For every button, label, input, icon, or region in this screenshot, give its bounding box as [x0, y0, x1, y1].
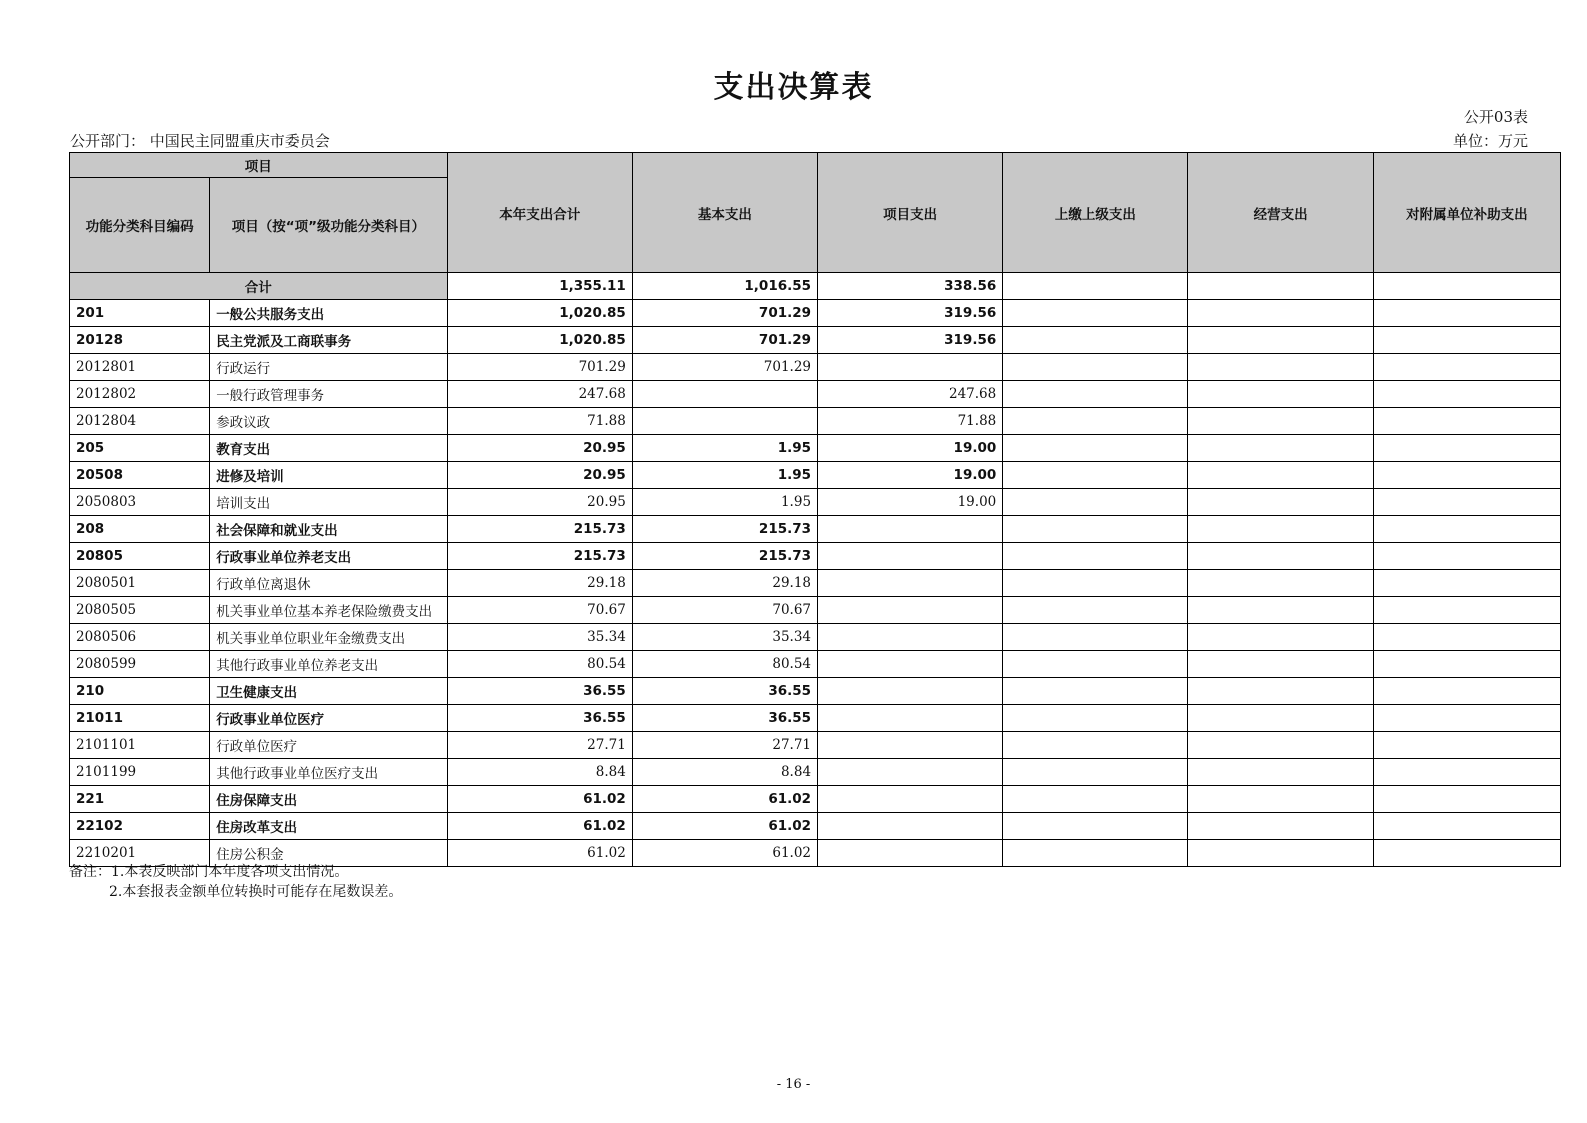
row-code: 201: [70, 300, 210, 327]
row-value: [1003, 597, 1188, 624]
row-value: [1003, 705, 1188, 732]
table-row: [70, 408, 1561, 435]
header-name: 项目（按“项”级功能分类科目）: [210, 178, 447, 273]
row-value: 20.95: [447, 489, 632, 516]
row-value: [1188, 327, 1373, 354]
row-value: [1373, 840, 1560, 867]
row-value: [1373, 354, 1560, 381]
row-value: [1003, 381, 1188, 408]
note-2: 2.本套报表金额单位转换时可能存在尾数误差。: [109, 884, 403, 900]
table-row: [70, 516, 1561, 543]
total-value: 1,016.55: [632, 273, 817, 300]
row-value: [1373, 786, 1560, 813]
row-code: 2101199: [70, 759, 210, 786]
row-value: [1188, 624, 1373, 651]
page-number: - 16 -: [776, 1077, 811, 1092]
total-row: [70, 273, 1561, 300]
row-code: 210: [70, 678, 210, 705]
row-value: [1373, 408, 1560, 435]
row-value: 70.67: [447, 597, 632, 624]
row-value: 701.29: [632, 354, 817, 381]
row-name: 行政事业单位养老支出: [210, 543, 447, 570]
row-value: [1188, 435, 1373, 462]
row-name: 其他行政事业单位养老支出: [210, 651, 447, 678]
row-value: [1373, 570, 1560, 597]
row-code: 221: [70, 786, 210, 813]
row-value: [818, 813, 1003, 840]
row-value: 70.67: [632, 597, 817, 624]
row-value: 35.34: [447, 624, 632, 651]
row-name: 住房保障支出: [210, 786, 447, 813]
row-code: 2012802: [70, 381, 210, 408]
note-1: 备注：1.本表反映部门本年度各项支出情况。: [69, 864, 349, 880]
row-value: [1003, 651, 1188, 678]
row-value: [1003, 786, 1188, 813]
row-name: 社会保障和就业支出: [210, 516, 447, 543]
row-value: 36.55: [632, 705, 817, 732]
row-value: 61.02: [632, 786, 817, 813]
table-row: [70, 678, 1561, 705]
header-col-total: 本年支出合计: [447, 153, 632, 273]
row-name: 参政议政: [210, 408, 447, 435]
row-code: 2080599: [70, 651, 210, 678]
row-value: 1.95: [632, 462, 817, 489]
row-value: [1188, 300, 1373, 327]
row-value: [1373, 489, 1560, 516]
row-value: [1003, 462, 1188, 489]
row-value: [1373, 705, 1560, 732]
table-row: [70, 597, 1561, 624]
row-value: 19.00: [818, 489, 1003, 516]
row-value: [1188, 543, 1373, 570]
row-value: [632, 408, 817, 435]
row-value: 61.02: [447, 840, 632, 867]
row-name: 机关事业单位基本养老保险缴费支出: [210, 597, 447, 624]
table-number: 公开03表: [1463, 108, 1528, 126]
table-row: [70, 651, 1561, 678]
row-value: [1003, 327, 1188, 354]
row-value: [1003, 840, 1188, 867]
row-value: [1188, 462, 1373, 489]
row-value: 1.95: [632, 435, 817, 462]
table-row: [70, 543, 1561, 570]
row-value: 701.29: [447, 354, 632, 381]
row-code: 2050803: [70, 489, 210, 516]
table-row: [70, 759, 1561, 786]
row-value: [1188, 705, 1373, 732]
row-value: [632, 381, 817, 408]
row-value: [1373, 732, 1560, 759]
header-code: 功能分类科目编码: [70, 178, 210, 273]
table-row: [70, 462, 1561, 489]
row-code: 20128: [70, 327, 210, 354]
row-value: [1373, 435, 1560, 462]
row-value: 247.68: [447, 381, 632, 408]
row-value: [1188, 516, 1373, 543]
row-value: [818, 543, 1003, 570]
table-row: [70, 327, 1561, 354]
row-value: 71.88: [818, 408, 1003, 435]
row-value: [1373, 624, 1560, 651]
row-value: [818, 705, 1003, 732]
row-value: [1373, 759, 1560, 786]
row-value: [1188, 813, 1373, 840]
total-value: [1373, 273, 1560, 300]
row-value: [1188, 840, 1373, 867]
row-value: [1373, 516, 1560, 543]
row-value: 701.29: [632, 327, 817, 354]
notes: [69, 862, 402, 902]
row-value: 215.73: [632, 543, 817, 570]
row-name: 卫生健康支出: [210, 678, 447, 705]
table-row: [70, 354, 1561, 381]
row-code: 2080501: [70, 570, 210, 597]
table-row: [70, 300, 1561, 327]
header-project: 项目: [70, 153, 448, 178]
row-name: 行政单位离退休: [210, 570, 447, 597]
table-row: [70, 381, 1561, 408]
table-row: [70, 813, 1561, 840]
row-value: [1373, 543, 1560, 570]
row-code: 2012804: [70, 408, 210, 435]
row-name: 行政事业单位医疗: [210, 705, 447, 732]
row-value: [1188, 570, 1373, 597]
row-value: 8.84: [447, 759, 632, 786]
row-value: 19.00: [818, 462, 1003, 489]
row-code: 205: [70, 435, 210, 462]
row-value: [818, 570, 1003, 597]
header-col-subsidy: 对附属单位补助支出: [1373, 153, 1560, 273]
row-value: 215.73: [447, 516, 632, 543]
unit-label: 单位：万元: [1452, 132, 1528, 150]
row-value: 27.71: [632, 732, 817, 759]
row-name: 行政运行: [210, 354, 447, 381]
row-value: 1,020.85: [447, 327, 632, 354]
row-value: [818, 597, 1003, 624]
header-col-project: 项目支出: [818, 153, 1003, 273]
row-value: 61.02: [632, 840, 817, 867]
row-value: [1003, 678, 1188, 705]
row-value: [818, 516, 1003, 543]
total-label: 合计: [70, 273, 448, 300]
row-value: [1188, 408, 1373, 435]
department-label: 公开部门：: [70, 132, 146, 150]
row-code: 2012801: [70, 354, 210, 381]
row-code: 2080505: [70, 597, 210, 624]
expenditure-table: [69, 152, 1561, 867]
row-value: 247.68: [818, 381, 1003, 408]
row-value: [1373, 462, 1560, 489]
department-name: 中国民主同盟重庆市委员会: [149, 132, 330, 150]
row-value: [1188, 354, 1373, 381]
row-value: [1373, 678, 1560, 705]
table-row: [70, 732, 1561, 759]
row-name: 机关事业单位职业年金缴费支出: [210, 624, 447, 651]
row-value: 36.55: [632, 678, 817, 705]
row-value: [818, 786, 1003, 813]
row-value: 19.00: [818, 435, 1003, 462]
row-code: 208: [70, 516, 210, 543]
row-value: [1003, 813, 1188, 840]
total-value: [1188, 273, 1373, 300]
row-value: [1373, 597, 1560, 624]
header-col-basic: 基本支出: [632, 153, 817, 273]
row-value: 319.56: [818, 327, 1003, 354]
row-name: 行政单位医疗: [210, 732, 447, 759]
row-code: 2210201: [70, 840, 210, 867]
table-row: [70, 489, 1561, 516]
row-value: [1373, 381, 1560, 408]
row-value: 36.55: [447, 705, 632, 732]
row-value: 80.54: [447, 651, 632, 678]
row-value: [818, 732, 1003, 759]
row-value: [1188, 759, 1373, 786]
row-code: 2101101: [70, 732, 210, 759]
row-value: [1373, 651, 1560, 678]
row-value: [818, 624, 1003, 651]
row-value: 80.54: [632, 651, 817, 678]
total-value: [1003, 273, 1188, 300]
row-value: 319.56: [818, 300, 1003, 327]
total-value: 338.56: [818, 273, 1003, 300]
row-code: 20805: [70, 543, 210, 570]
department-line: [70, 130, 330, 151]
table-row: [70, 705, 1561, 732]
row-name: 一般公共服务支出: [210, 300, 447, 327]
row-value: [1373, 300, 1560, 327]
row-name: 住房公积金: [210, 840, 447, 867]
header-col-operating: 经营支出: [1188, 153, 1373, 273]
row-value: [1003, 624, 1188, 651]
row-value: [818, 651, 1003, 678]
row-value: [1003, 435, 1188, 462]
row-value: [818, 354, 1003, 381]
row-code: 2080506: [70, 624, 210, 651]
row-value: 71.88: [447, 408, 632, 435]
row-value: [1003, 759, 1188, 786]
row-code: 21011: [70, 705, 210, 732]
row-value: 35.34: [632, 624, 817, 651]
row-value: 701.29: [632, 300, 817, 327]
row-value: [1003, 732, 1188, 759]
row-value: [1188, 732, 1373, 759]
row-name: 其他行政事业单位医疗支出: [210, 759, 447, 786]
row-code: 20508: [70, 462, 210, 489]
page-title: 支出决算表: [713, 70, 874, 105]
row-value: [1373, 327, 1560, 354]
row-name: 民主党派及工商联事务: [210, 327, 447, 354]
row-value: [818, 759, 1003, 786]
row-value: 1,020.85: [447, 300, 632, 327]
table-row: [70, 570, 1561, 597]
row-value: [1003, 354, 1188, 381]
row-value: [1373, 813, 1560, 840]
row-value: [1003, 516, 1188, 543]
row-value: [1188, 678, 1373, 705]
row-value: 20.95: [447, 462, 632, 489]
row-value: 61.02: [632, 813, 817, 840]
row-value: [1188, 489, 1373, 516]
row-value: [818, 678, 1003, 705]
row-value: 61.02: [447, 786, 632, 813]
row-value: [1003, 543, 1188, 570]
row-value: 20.95: [447, 435, 632, 462]
row-value: [1003, 489, 1188, 516]
table-row: [70, 435, 1561, 462]
table-row: [70, 786, 1561, 813]
row-value: 61.02: [447, 813, 632, 840]
row-value: 36.55: [447, 678, 632, 705]
row-code: 22102: [70, 813, 210, 840]
row-name: 住房改革支出: [210, 813, 447, 840]
row-name: 教育支出: [210, 435, 447, 462]
row-value: 215.73: [632, 516, 817, 543]
row-name: 一般行政管理事务: [210, 381, 447, 408]
row-value: [1188, 381, 1373, 408]
row-value: [1003, 570, 1188, 597]
row-value: [1003, 300, 1188, 327]
row-value: [818, 840, 1003, 867]
header-col-remit: 上缴上级支出: [1003, 153, 1188, 273]
row-value: [1003, 408, 1188, 435]
row-value: 29.18: [632, 570, 817, 597]
row-name: 进修及培训: [210, 462, 447, 489]
row-name: 培训支出: [210, 489, 447, 516]
row-value: 29.18: [447, 570, 632, 597]
row-value: 8.84: [632, 759, 817, 786]
row-value: 27.71: [447, 732, 632, 759]
row-value: [1188, 651, 1373, 678]
row-value: 215.73: [447, 543, 632, 570]
total-value: 1,355.11: [447, 273, 632, 300]
table-row: [70, 624, 1561, 651]
row-value: [1188, 786, 1373, 813]
row-value: 1.95: [632, 489, 817, 516]
row-value: [1188, 597, 1373, 624]
